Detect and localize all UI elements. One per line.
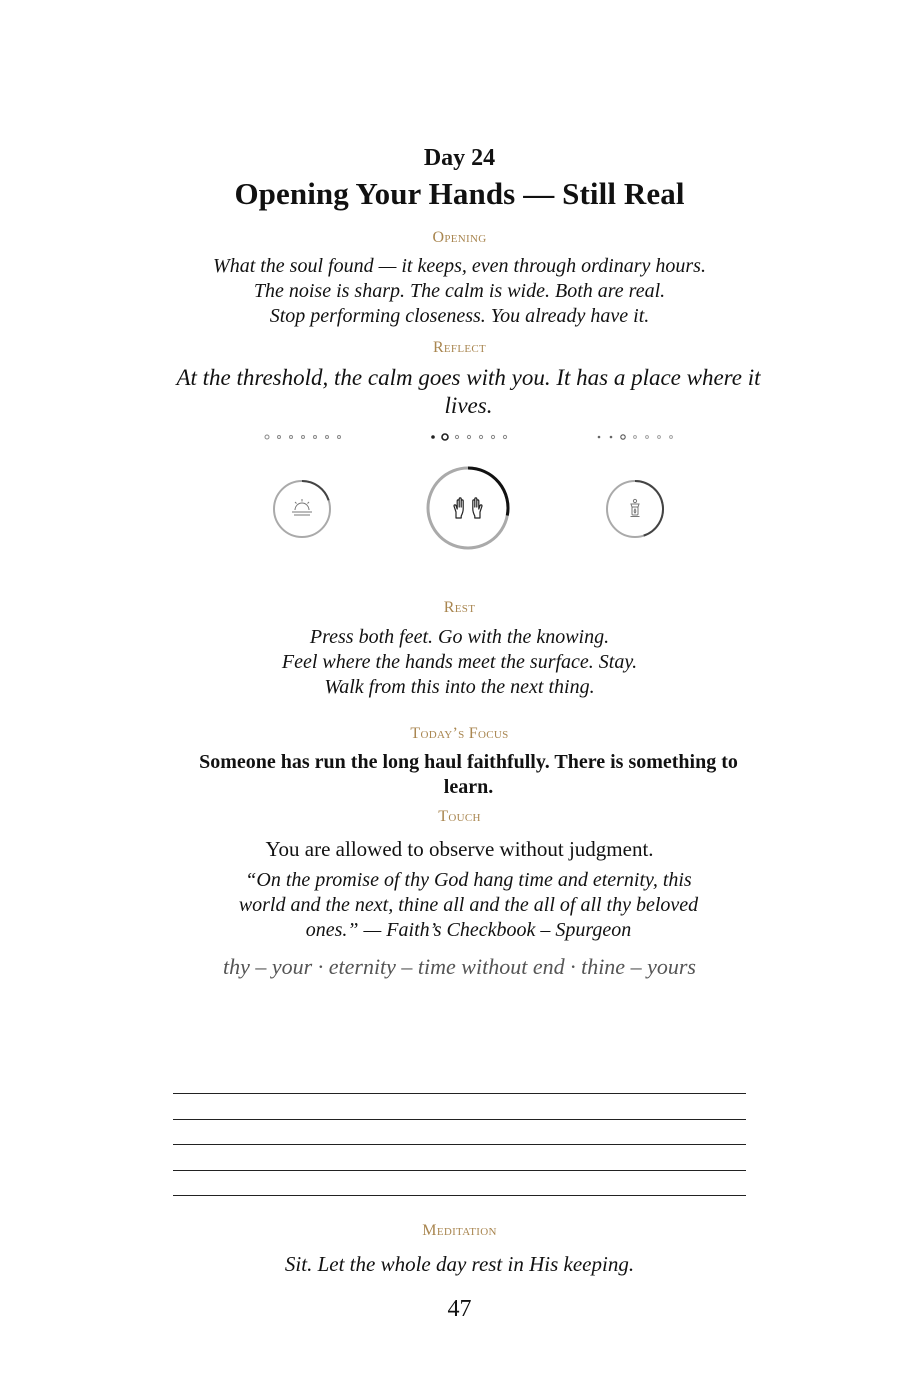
- focus-label: Today’s Focus: [410, 725, 509, 742]
- journal-line[interactable]: [173, 1093, 746, 1094]
- opening-label: Opening: [432, 229, 487, 246]
- reflect-text: At the threshold, the calm goes with you. It has a place where it lives.: [176, 365, 761, 418]
- rest-line: Walk from this into the next thing.: [324, 676, 595, 698]
- rest-line: Press both feet. Go with the knowing.: [309, 626, 610, 648]
- page-number: 47: [447, 1296, 472, 1322]
- opening-line: What the soul found — it keeps, even through ordinary hours.: [213, 255, 706, 277]
- progress-dots-hands: [431, 434, 506, 440]
- scripture-quote: “On the promise of thy God hang time and eternity, this world and the next, thine all and the all of all thy beloved ones.” — Faith’s Checkbook – Spurgeon: [238, 869, 699, 941]
- lantern-ring[interactable]: [607, 481, 663, 537]
- meditation-text: Sit. Let the whole day rest in His keeping.: [284, 1252, 635, 1276]
- rest-label: Rest: [443, 599, 476, 616]
- open-hands-ring[interactable]: [428, 468, 508, 548]
- progress-icons-svg: [0, 0, 919, 560]
- opening-line: The noise is sharp. The calm is wide. Both are real.: [253, 280, 666, 302]
- sunrise-ring[interactable]: [274, 481, 330, 537]
- touch-text: You are allowed to observe without judgment.: [265, 837, 654, 861]
- progress-dots-sunrise: [265, 435, 341, 439]
- word-gloss: thy – your · eternity – time without end · thine – yours: [223, 954, 696, 979]
- touch-label: Touch: [438, 808, 481, 825]
- journal-line[interactable]: [173, 1144, 746, 1145]
- lantern-ring-progress: [635, 481, 663, 536]
- lantern-icon: [631, 499, 640, 516]
- journal-line[interactable]: [173, 1119, 746, 1120]
- open-hands-ring-progress: [468, 468, 508, 515]
- meditation-label: Meditation: [422, 1222, 497, 1239]
- journal-line[interactable]: [173, 1170, 746, 1171]
- journal-line[interactable]: [173, 1195, 746, 1196]
- open-hands-icon: [454, 498, 482, 518]
- rest-line: Feel where the hands meet the surface. Stay.: [281, 651, 638, 673]
- reflect-label: Reflect: [432, 339, 487, 356]
- page-title: Opening Your Hands — Still Real: [234, 176, 685, 211]
- progress-dots-lantern: [598, 435, 673, 439]
- sunrise-ring-progress: [302, 481, 329, 500]
- focus-text: Someone has run the long haul faithfully. There is something to learn.: [199, 751, 738, 798]
- day-number: Day 24: [423, 145, 496, 171]
- opening-line: Stop performing closeness. You already have it.: [269, 305, 650, 327]
- sunrise-icon: [292, 499, 312, 515]
